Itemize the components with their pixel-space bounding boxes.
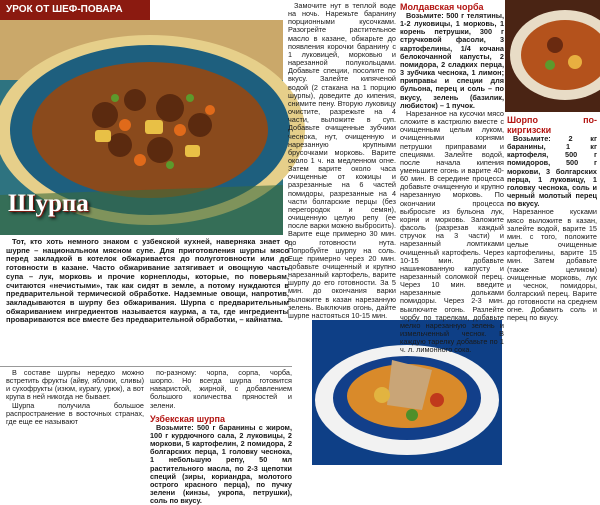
recipe-ingredients-uzbek: Возьмите: 500 г баранины с жиром, 100 г курдючного сала, 2 луковицы, 2 моркови, 5 картофелин, 2 помидора, 2 болгарских перца, 1 головку чеснока, 1 небольшую репу, 50 мл растительного масла, по 2-3 щепотки специй (зиры, кориандра, молотого острого красного перца), по пучку зелени (кинзы, укропа, петрушки), соль по вкусу. [150,422,292,505]
recipe-ingredients-moldovan: Возьмите: 500 г телятины, 1-2 луковицы, 1 морковь, 1 корень петрушки, 300 г стручковой фасоли, 3 картофелины, 1/4 кочана белокочанной капусты, 2 помидора, 2 сладких перца, 3 зубчика чеснока, 1 лимон; приправы и специи для бульона, перец и соль – по вкусу, зелень (базилик, любисток) – 1 пучок. [400,11,504,110]
column-5-text [507,115,597,463]
divider [0,366,292,367]
recipe-title-moldovan: Молдавская чорба [400,2,484,12]
dish-title: Шурпа [8,190,89,217]
soup-bowl-photo-top [505,0,600,112]
recipe-steps-kyrgyz: Нарезанное кусками мясо выложите в казан, залейте водой, варите 15 мин. с того, положите целые очищенные картофелины, варите 15 мин. Затем добавьте (также целиком) очищенные морковь, лук и чеснок, помидоры, болгарский перец. Варите до готовности на среднем огне. Добавить соль и перец по вкусу. [507,207,597,323]
intro-paragraph: Тот, кто хоть немного знаком с узбекской кухней, наверняка знает о шурпе – национальном мясном супе. Для приготовления шурпы мясо перед закладкой в котелок обжаривается до полуготовности или до готовности в казане. Часто обжаривание затягивает и овощную часть супа – лук, морковь и прочие корнеплоды, которые, по поверьям, считаются «нечистыми», так как сидят в земле, а потому нуждаются в предварительной термической обработке. Надземные овощи, напротив, закладываются в шурпу без обжаривания. Шурпа с предварительным обжариванием ингредиентов называется каурма, а та, где ингредиенты провариваются все вместе без предварительной обработки, – кайнатма. [6,237,289,325]
intro-text [6,238,289,325]
column-2-text [150,369,292,505]
section-tag: УРОК ОТ ШЕФ-ПОВАРА [0,0,150,20]
recipe-steps-moldovan: Нарезанное на кусочки мясо сложите в кастрюлю вместе с очищенным целым луком, очищенными корнями петрушки приправами и специями. Залейте водой, после начала кипения уменьшите огонь и варите 40-60 мин. В середине процесса добавьте очищенную и крупно нарезанную морковь. По окончании процесса выбросьте из бульона лук, корни и морковь. Заложите фасоль (разрезав каждый стручок на 3 части) и нарезанный ломтиками очищенный картофель. Через 10-15 мин. добавьте нашинкованную капусту и нарезанный соломкой перец. Через 10 мин. введите нарезанные дольками помидоры. Через 2-3 мин. выключите огонь. Разлейте чорбу по тарелкам, добавьте мелко нарезанную зелень и измельченный чеснок. В каждую тарелку добавьте по 1 ч. л. лимонного сока. [400,108,504,355]
recipe-steps-uzbek: Замочите нут в теплой воде на ночь. Нарежьте баранину порционными кусочками. Разогрейте растительное масло в казане, обжарьте до появления корочки баранину с 1 луковицей, морковью и нарезанной полукольцами. Добавьте специи, посолите по вкусу. Залейте кипяченой водой (2 стакана на 1 порцию шурпы), доведите до кипения, снимите пену. Вторую луковицу очистите, разрежьте на 4 части, выложите в суп. Добавьте очищенные зубчики чеснока, нут, очищенную и нарезанную крупными брусочками морковь. Варите около 1 ч. на медленном огне. Затем варите около часа очищенные от кожицы и разрезанные на 6 частей помидоры, разрезанные на 4 части болгарские перцы (без перегородок и семян), очищенную целую репу (ее после варки можно выбросить). Варите еще примерно 30 мин. до готовности нута. Попробуйте шурпу на соль. Еще примерно через 20 мин. добавьте очищенный и крупно нарезанный картофель, варите шурпу до его готовности. За 5 мин. до окончания варки выложите в казан нарезанную зелень. Выключив огонь, дайте шурпе настояться 10-15 мин. [288,1,396,320]
recipe-title-uzbek: Узбекская шурпа [150,413,225,424]
column-3-text [288,1,396,320]
paragraph: Шурпа получила большое распространение в восточных странах, где еще ее называют [6,400,144,426]
recipe-title-kyrgyz: Шорпо по-киргизски [507,115,597,135]
paragraph: по-разному: чорпа, сорпа, чорба, шорпо. Но всегда шурпа готовится наваристой, жирной, с добавлением большого количества пряностей и зелени. [150,368,292,410]
recipe-ingredients-kyrgyz: Возьмите: 2 кг баранины, 1 кг картофеля, 500 г помидоров, 500 г моркови, 3 болгарских перца, 1 луковицу, 1 головку чеснока, соль и черный молотый перец по вкусу. [507,134,597,209]
paragraph: В составе шурпы нередко можно встретить фрукты (айву, яблоки, сливы) и сухофрукты (изюм, курагу, урюк), а вот крупа в ней никогда не бывает. [6,368,144,402]
column-4-text [400,2,504,355]
column-1-text [6,369,144,426]
